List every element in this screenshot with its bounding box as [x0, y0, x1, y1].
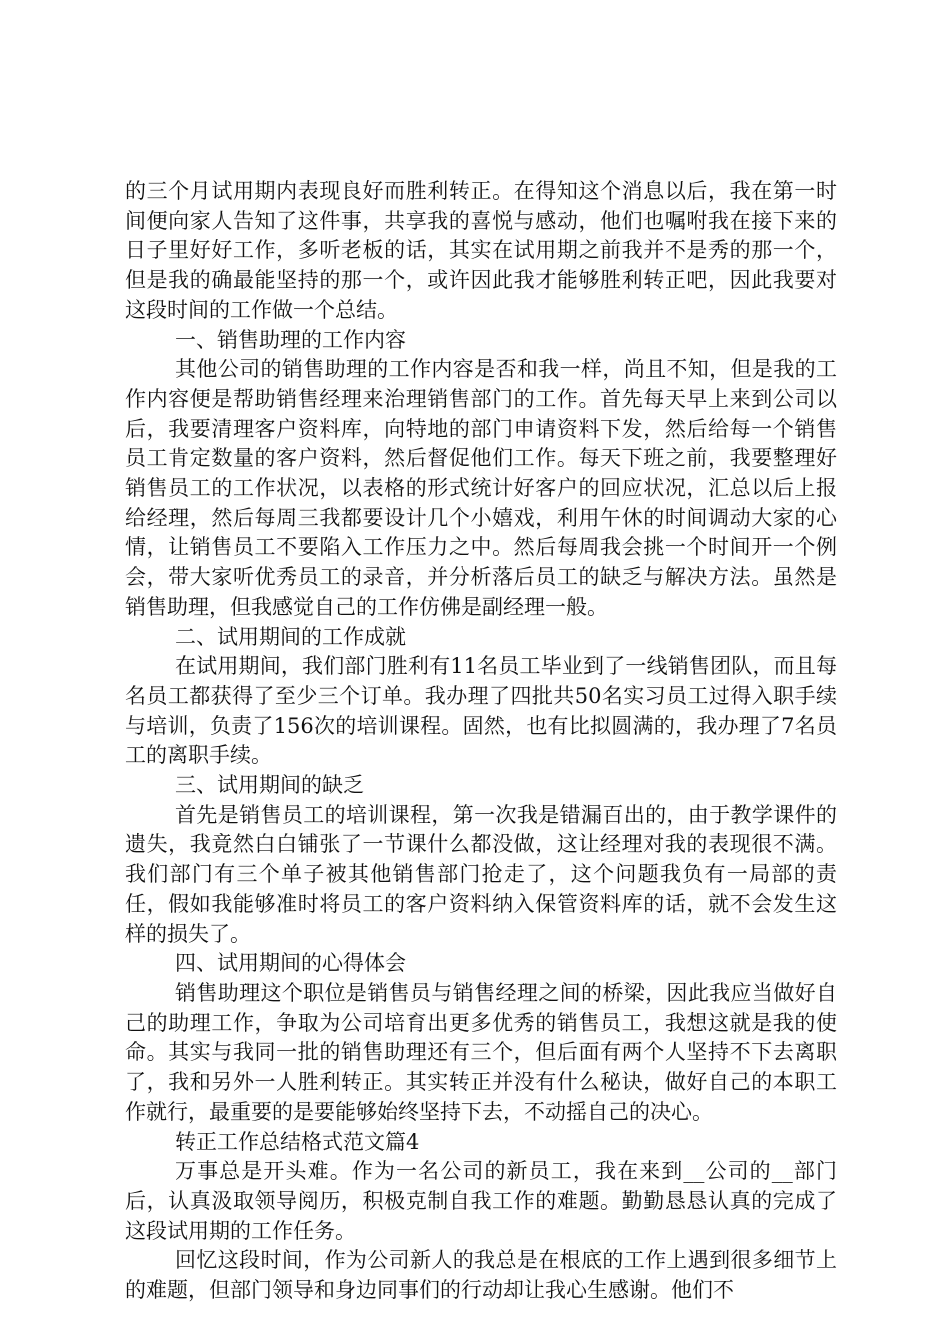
paragraph-achievements: 在试用期间，我们部门胜利有11名员工毕业到了一线销售团队，而且每名员工都获得了至少三个订单。我办理了四批共50名实习员工过得入职手续与培训，负责了156次的培训课程。固然，也有比拟圆满的，我办理了7名员工的离职手续。 — [125, 654, 837, 768]
heading-job-content: 一、销售助理的工作内容 — [175, 327, 406, 352]
paragraph-reflections: 销售助理这个职位是销售员与销售经理之间的桥梁，因此我应当做好自己的助理工作，争取为公司培育出更多优秀的销售员工，我想这就是我的使命。其实与我同一批的销售助理还有三个，但后面有两个人坚持不下去离职了，我和另外一人胜利转正。其实转正并没有什么秘诀，做好自己的本职工作就行，最重要的是要能够始终坚持下去，不动摇自己的决心。 — [125, 980, 837, 1124]
paragraph-looking-back: 回忆这段时间，作为公司新人的我总是在根底的工作上遇到很多细节上的难题，但部门领导和身边同事们的行动却让我心生感谢。他们不 — [125, 1248, 837, 1303]
heading-achievements: 二、试用期间的工作成就 — [175, 624, 406, 649]
paragraph-new-employee: 万事总是开头难。作为一名公司的新员工，我在来到__公司的__部门后，认真汲取领导阅历，积极克制自我工作的难题。勤勤恳恳认真的完成了这段试用期的工作任务。 — [125, 1159, 837, 1243]
heading-reflections: 四、试用期间的心得体会 — [175, 951, 406, 976]
document-body — [125, 177, 837, 1306]
paragraph-shortcomings: 首先是销售员工的培训课程，第一次我是错漏百出的，由于教学课件的遗失，我竟然白白铺张了一节课什么都没做，这让经理对我的表现很不满。我们部门有三个单子被其他销售部门抢走了，这个问题我负有一局部的责任，假如我能够准时将员工的客户资料纳入保管资料库的话，就不会发生这样的损失了。 — [125, 802, 837, 946]
heading-shortcomings: 三、试用期间的缺乏 — [175, 773, 364, 798]
paragraph-job-content: 其他公司的销售助理的工作内容是否和我一样，尚且不知，但是我的工作内容便是帮助销售经理来治理销售部门的工作。首先每天早上来到公司以后，我要清理客户资料库，向特地的部门申请资料下发，然后给每一个销售员工肯定数量的客户资料，然后督促他们工作。每天下班之前，我要整理好销售员工的工作状况，以表格的形式统计好客户的回应状况，汇总以后上报给经理，然后每周三我都要设计几个小嬉戏，利用午休的时间调动大家的心情，让销售员工不要陷入工作压力之中。然后每周我会挑一个时间开一个例会，带大家听优秀员工的录音，并分析落后员工的缺乏与解决方法。虽然是销售助理，但我感觉自己的工作仿佛是副经理一般。 — [125, 357, 837, 619]
section-title-part-4: 转正工作总结格式范文篇4 — [175, 1129, 420, 1154]
paragraph-probation-intro: 的三个月试用期内表现良好而胜利转正。在得知这个消息以后，我在第一时间便向家人告知了这件事，共享我的喜悦与感动，他们也嘱咐我在接下来的日子里好好工作，多听老板的话，其实在试用期之前我并不是秀的那一个，但是我的确最能坚持的那一个，或许因此我才能够胜利转正吧，因此我要对这段时间的工作做一个总结。 — [125, 179, 837, 322]
